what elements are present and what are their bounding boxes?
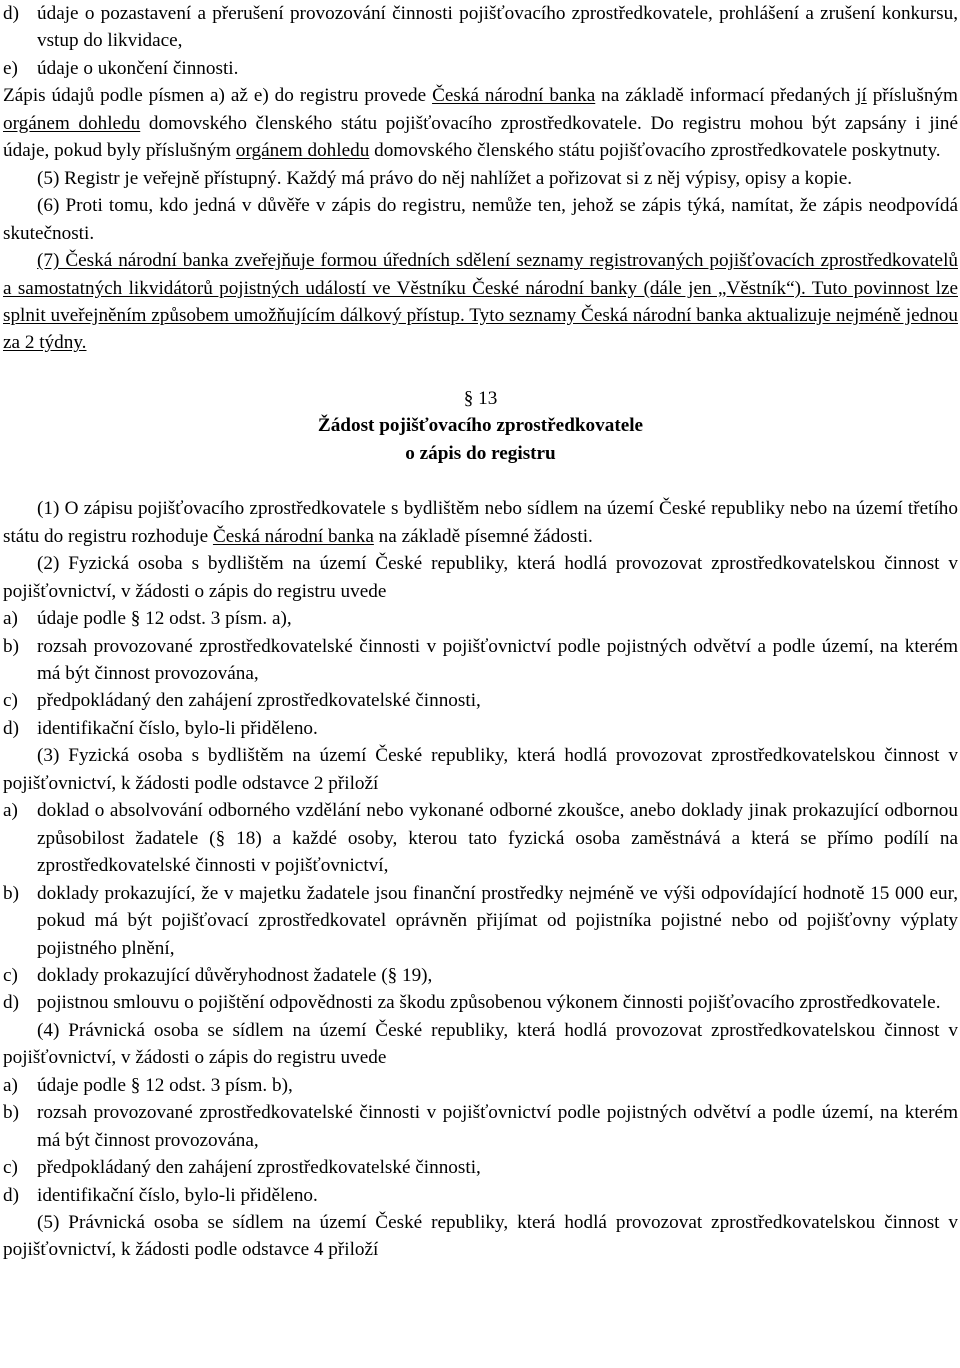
link-cnb[interactable]: Česká národní banka bbox=[432, 85, 596, 107]
list-marker: a) bbox=[3, 1074, 18, 1096]
section-title-line2: o zápis do registru bbox=[405, 442, 556, 464]
list-marker: d) bbox=[3, 1184, 19, 1206]
list-text: doklady prokazující důvěryhodnost žadatele (§ 19), bbox=[37, 964, 433, 986]
list-marker: d) bbox=[3, 3, 19, 24]
list-text: doklady prokazující, že v majetku žadatele jsou finanční prostředky nejméně ve výši odpovídající hodnotě 15 000 eur, pokud má být pojišťovací zprostředkovatel oprávněn přijímat od pojistníka pojistné nebo od pojišťovny výplaty pojistného plnění, bbox=[37, 882, 958, 959]
list-text: údaje podle § 12 odst. 3 písm. b), bbox=[37, 1074, 293, 1096]
list-item bbox=[3, 55, 958, 82]
section-title: Žádost pojišťovacího zprostředkovatele bbox=[317, 415, 644, 437]
paragraph-13-5: (5) Právnická osoba se sídlem na území České republiky, která hodlá provozovat zprostředkovatelskou činnost v pojišťovnictví, k žádosti podle odstavce 4 přiloží bbox=[3, 1212, 958, 1261]
list-text: údaje podle § 12 odst. 3 písm. a), bbox=[37, 608, 292, 630]
paragraph-5: (5) Registr je veřejně přístupný. Každý má právo do něj nahlížet a pořizovat si z něj výpisy, opisy a kopie. bbox=[37, 167, 853, 189]
list-text: identifikační číslo, bylo-li přiděleno. bbox=[37, 717, 318, 739]
list-text: doklad o absolvování odborného vzdělání nebo vykonané odborné zkoušce, anebo doklady jinak prokazující odbornou způsobilost žadatele (§ 18) a každé osoby, kterou tato fyzická osoba zaměstnává a která se přímo podílí na zprostředkovatelské činnosti v pojišťovnictví, bbox=[37, 800, 958, 877]
list-text: údaje o ukončení činnosti. bbox=[37, 57, 239, 79]
spacer bbox=[3, 357, 958, 385]
list-item bbox=[3, 687, 958, 714]
list-marker: a) bbox=[3, 800, 18, 822]
list-13-3 bbox=[3, 797, 958, 1017]
paragraph-13-3: (3) Fyzická osoba s bydlištěm na území České republiky, která hodlá provozovat zprostředkovatelskou činnost v pojišťovnictví, k žádosti podle odstavce 2 přiloží bbox=[3, 745, 958, 794]
list-item bbox=[3, 715, 958, 742]
list-item bbox=[3, 1182, 958, 1209]
list-marker: c) bbox=[3, 690, 18, 712]
paragraph-13-4: (4) Právnická osoba se sídlem na území České republiky, která hodlá provozovat zprostředkovatelskou činnost v pojišťovnictví, v žádosti o zápis do registru uvede bbox=[3, 1019, 958, 1069]
list-item bbox=[3, 989, 958, 1016]
list-text: rozsah provozované zprostředkovatelské činnosti v pojišťovnictví podle pojistných odvětví a podle území, na kterém má být činnost provozována, bbox=[37, 1102, 958, 1151]
list-item bbox=[3, 1072, 958, 1099]
list-13-4 bbox=[3, 1072, 958, 1209]
list-text: rozsah provozované zprostředkovatelské činnosti v pojišťovnictví podle pojistných odvětví a podle území, na kterém má být činnost provozována, bbox=[37, 635, 958, 684]
list-item bbox=[3, 1099, 958, 1154]
list-13-2 bbox=[3, 605, 958, 742]
list-text: identifikační číslo, bylo-li přiděleno. bbox=[37, 1184, 318, 1206]
link-ji[interactable]: jí bbox=[856, 85, 867, 107]
list-item bbox=[3, 1154, 958, 1181]
list-marker: c) bbox=[3, 1157, 18, 1179]
spacer bbox=[3, 467, 958, 495]
paragraph-13-2: (2) Fyzická osoba s bydlištěm na území České republiky, která hodlá provozovat zprostředkovatelskou činnost v pojišťovnictví, v žádosti o zápis do registru uvede bbox=[3, 553, 958, 602]
list-text: údaje o pozastavení a přerušení provozování činnosti pojišťovacího zprostředkovatele, prohlášení a zrušení konkursu, vstup do likvidace, bbox=[37, 3, 958, 52]
list-marker: e) bbox=[3, 57, 18, 79]
paragraph-registration: Zápis údajů podle písmen a) až e) do registru provede Česká národní banka na základě informací předaných jí příslušným orgánem dohledu domovského členského státu pojišťovacího zprostředkovatele. Do registru mohou být zapsány i jiné údaje, pokud byly příslušným orgánem dohledu domovského členského státu pojišťovacího zprostředkovatele poskytnuty. bbox=[3, 85, 958, 162]
list-marker: b) bbox=[3, 1102, 19, 1124]
paragraph-7 bbox=[3, 247, 958, 357]
link-cnb-13[interactable]: Česká národní banka bbox=[212, 525, 374, 547]
list-item bbox=[3, 962, 958, 989]
list-text: předpokládaný den zahájení zprostředkovatelské činnosti, bbox=[37, 1157, 481, 1179]
list-marker: b) bbox=[3, 635, 19, 657]
list-text: předpokládaný den zahájení zprostředkovatelské činnosti, bbox=[37, 690, 481, 712]
list-marker: d) bbox=[3, 992, 19, 1014]
list-marker: c) bbox=[3, 964, 18, 986]
list-item bbox=[3, 797, 958, 879]
link-organ-dohledu[interactable]: orgánem dohledu bbox=[3, 112, 141, 134]
link-paragraph-7[interactable]: (7) Česká národní banka zveřejňuje formou úředních sdělení seznamy registrovaných pojišťovacích zprostředkovatelů a samostatných likvidátorů pojistných událostí ve Věstníku České národní banky (dále jen „Věstník“). Tuto povinnost lze splnit uveřejněním způsobem umožňujícím dálkový přístup. Tyto seznamy Česká národní banka aktualizuje nejméně jednou za 2 týdny. bbox=[3, 250, 958, 354]
list-marker: a) bbox=[3, 608, 18, 630]
list-item bbox=[3, 633, 958, 688]
paragraph-13-1: (1) O zápisu pojišťovacího zprostředkovatele s bydlištěm nebo sídlem na území České republiky nebo na území třetího státu do registru rozhoduje Česká národní banka na základě písemné žádosti. bbox=[3, 498, 958, 547]
list-marker: d) bbox=[3, 717, 19, 739]
list-marker: b) bbox=[3, 882, 19, 904]
link-organ-dohledu-2[interactable]: orgánem dohledu bbox=[235, 140, 370, 162]
list-item bbox=[3, 880, 958, 962]
list-text: pojistnou smlouvu o pojištění odpovědnosti za škodu způsobenou výkonem činnosti pojišťovacího zprostředkovatele. bbox=[37, 992, 941, 1014]
paragraph-6: (6) Proti tomu, kdo jedná v důvěře v zápis do registru, nemůže ten, jehož se zápis týká, namítat, že zápis neodpovídá skutečnosti. bbox=[3, 195, 958, 244]
list-item bbox=[3, 605, 958, 632]
list-item bbox=[3, 0, 958, 55]
section-number: § 13 bbox=[463, 387, 498, 409]
